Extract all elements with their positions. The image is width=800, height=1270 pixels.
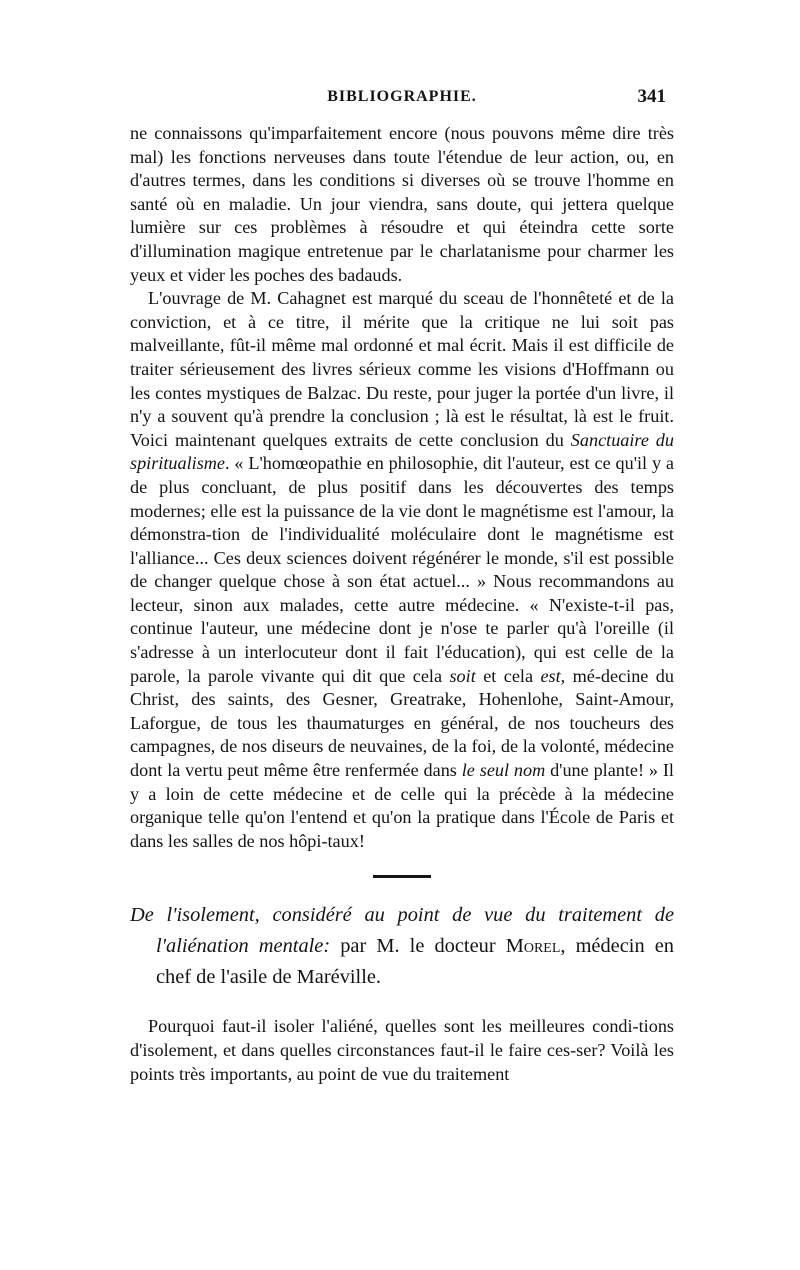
paragraph-text: et cela — [475, 665, 541, 686]
paragraph-isolement — [130, 1015, 674, 1086]
book-title: Sanctuaire du spiritualisme — [130, 429, 674, 474]
emphasis-soit: soit — [449, 665, 476, 686]
running-head: BIBLIOGRAPHIE. — [327, 88, 477, 105]
paragraph-text: . « L'homœopathie en philosophie, dit l'auteur, est ce qu'il y a de plus concluant, de plus positif dans les découvertes des temps modernes; elle est la puissance de la vie dont le magnétisme est l'amour, la démonstra-tion de l'individualité moléculaire dont le magnétisme est l'alliance... Ces deux sciences doivent régénérer le monde, s'il est possible de changer quelque chose à son état actuel... » Nous recommandons au lecteur, sinon aux malades, cette autre médecine. « N'existe-t-il pas, continue l'auteur, une médecine dont je n'ose te parler qu'à l'oreille (il s'adresse à un interlocuteur dont il fait l'éducation), qui est celle de la parole, la parole vivante qui dit que cela — [130, 453, 674, 686]
book-page — [130, 88, 674, 1086]
section-divider — [373, 875, 431, 878]
section-author: Morel — [505, 935, 561, 958]
section-title-by: par M. le docteur — [330, 935, 506, 958]
paragraph-continuation — [130, 122, 674, 287]
emphasis-est: est — [540, 665, 561, 686]
page-header — [130, 88, 674, 114]
emphasis-seul-nom: le seul nom — [461, 760, 546, 781]
paragraph-text: ne connaissons qu'imparfaitement encore (nous pouvons même dire très mal) les fonctions nerveuses dans toute l'étendue de leur action, ou, en d'autres termes, dans les conditions si diverses où se trouve l'homme en santé où en maladie. Un jour viendra, sans doute, qui jettera quelque lumière sur ces problèmes à résoudre et qui éteindra cette sorte d'illumination magique entretenue par le charlatanisme pour charmer les yeux et vider les poches des badauds. — [130, 123, 674, 285]
paragraph-text: , mé-decine du Christ, des saints, des Gesner, Greatrake, Hohenlohe, Saint-Amour, Laforgue, de tous les thaumaturges en général, de nos toucheurs des campagnes, de nos diseurs de neuvaines, de la foi, de la volonté, médecine dont la vertu peut même être renfermée dans — [130, 665, 674, 781]
section-body — [130, 1015, 674, 1086]
section-title-rest: , médecin en chef de l'asile de Maréville. — [156, 935, 674, 989]
paragraph-cahagnet — [130, 287, 674, 853]
paragraph-text: d'une plante! » Il y a loin de cette médecine et de celle qui la précède à la médecine organique telle qu'on l'entend et qu'on la pratique dans l'École de Paris et dans les salles de nos hôpi-taux! — [130, 760, 674, 851]
section-title: De l'isolement, considéré au point de vue du traitement de l'aliénation mentale: — [130, 904, 674, 958]
paragraph-text: L'ouvrage de M. Cahagnet est marqué du sceau de l'honnêteté et de la conviction, et à ce titre, il mérite que la critique ne lui soit pas malveillante, fût-il même mal ordonné et mal écrit. Mais il est difficile de traiter sérieusement des livres sérieux comme les visions d'Hoffmann ou les contes mystiques de Balzac. Du reste, pour juger la portée d'un livre, il n'y a souvent qu'à prendre la conclusion ; là est le résultat, là est le fruit. Voici maintenant quelques extraits de cette conclusion du — [130, 288, 674, 450]
paragraph-text: Pourquoi faut-il isoler l'aliéné, quelles sont les meilleures condi-tions d'isolement, et dans quelles circonstances faut-il le faire ces-ser? Voilà les points très importants, au point de vue du traitement — [130, 1016, 674, 1084]
page-number: 341 — [637, 86, 666, 107]
section-heading — [130, 900, 674, 993]
